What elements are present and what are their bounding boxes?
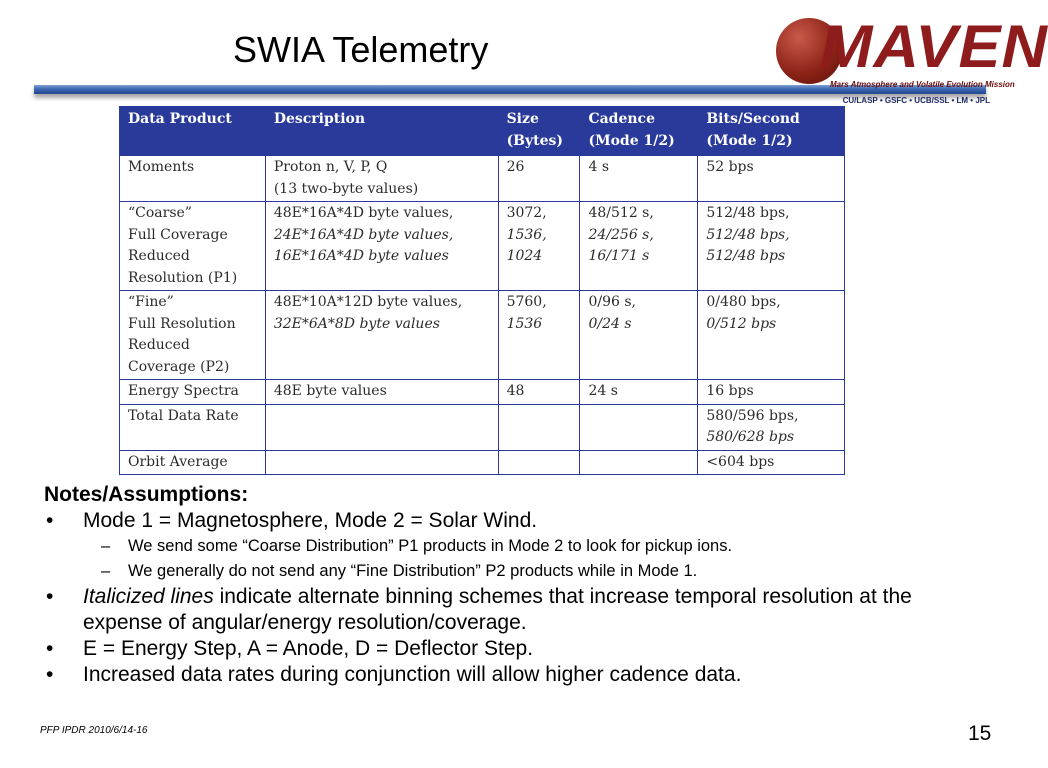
- cell-line: “Fine”: [128, 294, 174, 310]
- bullet-icon: •: [46, 585, 54, 608]
- cell-line: 1536,: [506, 226, 547, 243]
- cell-size: [498, 156, 580, 202]
- cell-line: 512/48 bps,: [706, 205, 790, 221]
- cell-line: “Coarse”: [128, 205, 192, 221]
- cell-size: [498, 450, 580, 475]
- note-bullet: [44, 662, 984, 688]
- cell-cadence: [580, 291, 698, 380]
- cell-description: [265, 380, 498, 405]
- cell-line: 16 bps: [706, 383, 754, 399]
- cell-line: Energy Spectra: [128, 383, 239, 399]
- cell-line: Coverage (P2): [128, 358, 230, 375]
- slide-footer: PFP IPDR 2010/6/14-16: [40, 725, 148, 736]
- cell-line: Moments: [128, 159, 195, 175]
- cell-line: 1024: [506, 248, 543, 264]
- note-text: indicate alternate binning schemes that increase temporal resolution at the expense of angular/energy resolution/coverage.: [83, 585, 912, 634]
- cell-description: [265, 450, 498, 475]
- logo-wordmark: MAVEN: [820, 13, 1048, 80]
- dash-icon: –: [101, 562, 111, 580]
- column-header-label: (Mode 1/2): [706, 132, 793, 149]
- cell-line: 48/512 s,: [588, 205, 654, 221]
- cell-product: [120, 450, 266, 475]
- cell-product: [120, 404, 266, 450]
- note-text: E = Energy Step, A = Anode, D = Deflector Step.: [83, 637, 534, 660]
- cell-cadence: [580, 202, 698, 291]
- cell-line: 48E*10A*12D byte values,: [273, 294, 463, 310]
- cell-line: 16/171 s: [588, 248, 650, 264]
- cell-line: 512/48 bps: [706, 248, 786, 264]
- cell-line: <604 bps: [706, 453, 775, 470]
- cell-line: Reduced: [128, 248, 190, 264]
- note-text: Increased data rates during conjunction will allow higher cadence data.: [83, 663, 742, 686]
- column-header-label: Description: [273, 111, 366, 127]
- cell-bps: [698, 202, 845, 291]
- cell-product: [120, 156, 266, 202]
- column-header-label: (Mode 1/2): [588, 132, 675, 149]
- dash-icon: –: [101, 537, 111, 555]
- table-row: [120, 404, 845, 450]
- column-header-label: Data Product: [128, 111, 232, 127]
- page-number: 15: [968, 722, 992, 745]
- logo-partners: CU/LASP • GSFC • UCB/SSL • LM • JPL: [842, 96, 990, 105]
- cell-cadence: [580, 380, 698, 405]
- notes-section: [44, 482, 984, 688]
- cell-line: 4 s: [588, 159, 610, 175]
- cell-line: 3072,: [506, 205, 547, 221]
- cell-line: 52 bps: [706, 159, 754, 175]
- cell-size: [498, 380, 580, 405]
- cell-line: Proton n, V, P, Q: [273, 159, 388, 175]
- note-subtext: We generally do not send any “Fine Distribution” P2 products while in Mode 1.: [128, 562, 698, 580]
- cell-line: 24 s: [588, 383, 618, 399]
- cell-line: 26: [506, 159, 525, 175]
- cell-bps: [698, 156, 845, 202]
- cell-description: [265, 202, 498, 291]
- cell-size: [498, 202, 580, 291]
- cell-cadence: [580, 404, 698, 450]
- note-italic-text: Italicized lines: [83, 585, 214, 608]
- slide-title: SWIA Telemetry: [233, 29, 489, 70]
- cell-line: 5760,: [506, 294, 547, 310]
- cell-line: 0/96 s,: [588, 294, 636, 310]
- table-row: [120, 291, 845, 380]
- cell-line: 580/596 bps,: [706, 407, 799, 424]
- bullet-icon: •: [46, 637, 54, 660]
- note-bullet: [44, 508, 984, 534]
- table-row: [120, 156, 845, 202]
- logo-subtitle: Mars Atmosphere and Volatile Evolution Mission: [830, 80, 1015, 89]
- table-body: [120, 156, 845, 475]
- cell-product: [120, 291, 266, 380]
- bullet-icon: •: [46, 509, 54, 532]
- maven-logo: [770, 10, 1048, 110]
- cell-line: 48: [506, 383, 525, 399]
- table-row: [120, 380, 845, 405]
- cell-bps: [698, 291, 845, 380]
- column-header: [498, 107, 580, 156]
- cell-product: [120, 380, 266, 405]
- telemetry-table: [119, 106, 845, 475]
- note-text: Mode 1 = Magnetosphere, Mode 2 = Solar Wind.: [83, 509, 538, 532]
- column-header: [265, 107, 498, 156]
- cell-product: [120, 202, 266, 291]
- cell-line: 48E byte values: [273, 383, 387, 399]
- cell-cadence: [580, 156, 698, 202]
- cell-bps: [698, 380, 845, 405]
- cell-line: Full Coverage: [128, 226, 228, 243]
- table-row: [120, 202, 845, 291]
- cell-line: 32E*6A*8D byte values: [273, 315, 440, 332]
- column-header: [580, 107, 698, 156]
- cell-cadence: [580, 450, 698, 475]
- note-subtext: We send some “Coarse Distribution” P1 products in Mode 2 to look for pickup ions.: [128, 537, 733, 555]
- column-header-label: Size: [506, 111, 539, 127]
- table-row: [120, 450, 845, 475]
- table-header-row: [120, 107, 845, 156]
- note-bullet: [44, 584, 984, 636]
- cell-description: [265, 404, 498, 450]
- column-header-label: Bits/Second: [706, 111, 800, 127]
- cell-line: 580/628 bps: [706, 429, 795, 445]
- column-header: [698, 107, 845, 156]
- cell-line: Full Resolution: [128, 315, 236, 332]
- cell-line: 48E*16A*4D byte values,: [273, 205, 454, 221]
- bullet-icon: •: [46, 663, 54, 686]
- cell-line: 0/24 s: [588, 315, 632, 332]
- cell-line: Reduced: [128, 337, 190, 353]
- cell-line: 512/48 bps,: [706, 226, 790, 243]
- cell-line: 16E*16A*4D byte values: [273, 248, 449, 264]
- notes-heading: Notes/Assumptions:: [44, 483, 249, 506]
- cell-description: [265, 156, 498, 202]
- cell-bps: [698, 404, 845, 450]
- cell-line: 24/256 s,: [588, 226, 654, 243]
- note-bullet: [44, 636, 984, 662]
- note-subbullet: [44, 559, 984, 584]
- cell-line: 0/480 bps,: [706, 294, 781, 310]
- cell-line: Total Data Rate: [128, 407, 239, 424]
- cell-bps: [698, 450, 845, 475]
- cell-line: (13 two-byte values): [273, 180, 419, 197]
- cell-line: 24E*16A*4D byte values,: [273, 226, 454, 243]
- cell-line: 1536: [506, 315, 543, 332]
- cell-line: 0/512 bps: [706, 315, 777, 332]
- column-header-label: (Bytes): [506, 132, 564, 149]
- cell-size: [498, 291, 580, 380]
- column-header-label: Cadence: [588, 111, 655, 127]
- cell-size: [498, 404, 580, 450]
- note-subbullet: [44, 534, 984, 559]
- cell-description: [265, 291, 498, 380]
- column-header: [120, 107, 266, 156]
- cell-line: Resolution (P1): [128, 269, 238, 286]
- cell-line: Orbit Average: [128, 453, 228, 470]
